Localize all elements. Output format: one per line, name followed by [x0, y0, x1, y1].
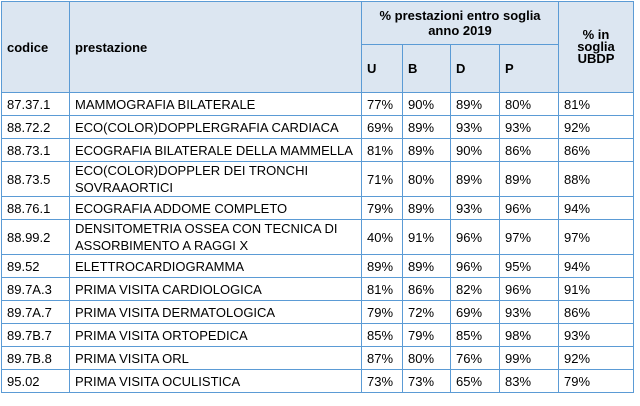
cell-p: 95% — [500, 255, 559, 278]
table-row — [2, 162, 634, 197]
cell-p: 89% — [500, 162, 559, 197]
header-d: D — [451, 45, 500, 93]
cell-ubdp: 92% — [559, 116, 634, 139]
table-row — [2, 255, 634, 278]
table-row — [2, 370, 634, 393]
cell-ubdp: 81% — [559, 93, 634, 116]
cell-b: 72% — [403, 301, 451, 324]
table-row — [2, 324, 634, 347]
cell-ubdp: 86% — [559, 139, 634, 162]
cell-ubdp: 91% — [559, 278, 634, 301]
cell-codice: 89.7B.7 — [2, 324, 70, 347]
cell-b: 86% — [403, 278, 451, 301]
cell-d: 82% — [451, 278, 500, 301]
cell-p: 80% — [500, 93, 559, 116]
cell-b: 89% — [403, 116, 451, 139]
cell-b: 90% — [403, 93, 451, 116]
cell-d: 85% — [451, 324, 500, 347]
cell-p: 96% — [500, 197, 559, 220]
cell-u: 87% — [362, 347, 403, 370]
cell-prestazione: PRIMA VISITA OCULISTICA — [70, 370, 362, 393]
cell-codice: 89.7B.8 — [2, 347, 70, 370]
table-row — [2, 93, 634, 116]
cell-d: 89% — [451, 93, 500, 116]
cell-codice: 88.72.2 — [2, 116, 70, 139]
cell-codice: 89.7A.7 — [2, 301, 70, 324]
cell-d: 93% — [451, 116, 500, 139]
table-row — [2, 301, 634, 324]
cell-b: 73% — [403, 370, 451, 393]
cell-p: 83% — [500, 370, 559, 393]
cell-prestazione: PRIMA VISITA ORL — [70, 347, 362, 370]
cell-prestazione: ECO(COLOR)DOPPLER DEI TRONCHI SOVRAAORTICI — [70, 162, 362, 197]
header-ubdp — [559, 2, 634, 93]
header-u: U — [362, 45, 403, 93]
cell-p: 96% — [500, 278, 559, 301]
header-prestazione: prestazione — [70, 2, 362, 93]
header-ubdp-line1: % in soglia — [577, 27, 615, 54]
cell-ubdp: 94% — [559, 255, 634, 278]
cell-codice: 88.99.2 — [2, 220, 70, 255]
cell-b: 80% — [403, 162, 451, 197]
cell-d: 76% — [451, 347, 500, 370]
table-row — [2, 278, 634, 301]
cell-d: 93% — [451, 197, 500, 220]
cell-codice: 89.7A.3 — [2, 278, 70, 301]
table-header — [2, 2, 634, 93]
table-body — [2, 93, 634, 393]
header-group-percent — [362, 2, 559, 45]
cell-codice: 95.02 — [2, 370, 70, 393]
cell-codice: 89.52 — [2, 255, 70, 278]
cell-u: 85% — [362, 324, 403, 347]
cell-b: 89% — [403, 197, 451, 220]
cell-p: 93% — [500, 301, 559, 324]
cell-b: 80% — [403, 347, 451, 370]
cell-ubdp: 93% — [559, 324, 634, 347]
cell-ubdp: 97% — [559, 220, 634, 255]
cell-b: 89% — [403, 255, 451, 278]
header-group-line1: % prestazioni entro soglia — [379, 8, 541, 23]
cell-u: 69% — [362, 116, 403, 139]
cell-ubdp: 94% — [559, 197, 634, 220]
cell-u: 77% — [362, 93, 403, 116]
cell-prestazione: ECOGRAFIA BILATERALE DELLA MAMMELLA — [70, 139, 362, 162]
waiting-threshold-table — [1, 1, 634, 393]
cell-u: 81% — [362, 278, 403, 301]
cell-prestazione: ECO(COLOR)DOPPLERGRAFIA CARDIACA — [70, 116, 362, 139]
cell-ubdp: 86% — [559, 301, 634, 324]
cell-codice: 88.73.1 — [2, 139, 70, 162]
cell-p: 86% — [500, 139, 559, 162]
cell-u: 79% — [362, 301, 403, 324]
cell-d: 96% — [451, 220, 500, 255]
cell-prestazione: PRIMA VISITA CARDIOLOGICA — [70, 278, 362, 301]
cell-codice: 87.37.1 — [2, 93, 70, 116]
header-ubdp-line2: UBDP — [577, 51, 615, 66]
cell-prestazione: ECOGRAFIA ADDOME COMPLETO — [70, 197, 362, 220]
cell-b: 79% — [403, 324, 451, 347]
cell-codice: 88.76.1 — [2, 197, 70, 220]
table-row — [2, 220, 634, 255]
cell-d: 65% — [451, 370, 500, 393]
cell-ubdp: 88% — [559, 162, 634, 197]
cell-p: 93% — [500, 116, 559, 139]
cell-d: 89% — [451, 162, 500, 197]
header-codice: codice — [2, 2, 70, 93]
header-p: P — [500, 45, 559, 93]
cell-p: 98% — [500, 324, 559, 347]
table-row — [2, 347, 634, 370]
cell-prestazione: MAMMOGRAFIA BILATERALE — [70, 93, 362, 116]
table-row — [2, 139, 634, 162]
cell-d: 90% — [451, 139, 500, 162]
cell-u: 89% — [362, 255, 403, 278]
header-group-line2: anno 2019 — [428, 23, 492, 38]
cell-ubdp: 92% — [559, 347, 634, 370]
cell-ubdp: 79% — [559, 370, 634, 393]
table-row — [2, 116, 634, 139]
cell-b: 91% — [403, 220, 451, 255]
cell-d: 69% — [451, 301, 500, 324]
cell-p: 99% — [500, 347, 559, 370]
cell-u: 79% — [362, 197, 403, 220]
cell-u: 40% — [362, 220, 403, 255]
cell-codice: 88.73.5 — [2, 162, 70, 197]
cell-u: 71% — [362, 162, 403, 197]
cell-prestazione: DENSITOMETRIA OSSEA CON TECNICA DI ASSORBIMENTO A RAGGI X — [70, 220, 362, 255]
cell-u: 73% — [362, 370, 403, 393]
cell-d: 96% — [451, 255, 500, 278]
cell-prestazione: PRIMA VISITA ORTOPEDICA — [70, 324, 362, 347]
header-b: B — [403, 45, 451, 93]
cell-u: 81% — [362, 139, 403, 162]
cell-b: 89% — [403, 139, 451, 162]
cell-prestazione: ELETTROCARDIOGRAMMA — [70, 255, 362, 278]
cell-p: 97% — [500, 220, 559, 255]
cell-prestazione: PRIMA VISITA DERMATOLOGICA — [70, 301, 362, 324]
table-row — [2, 197, 634, 220]
